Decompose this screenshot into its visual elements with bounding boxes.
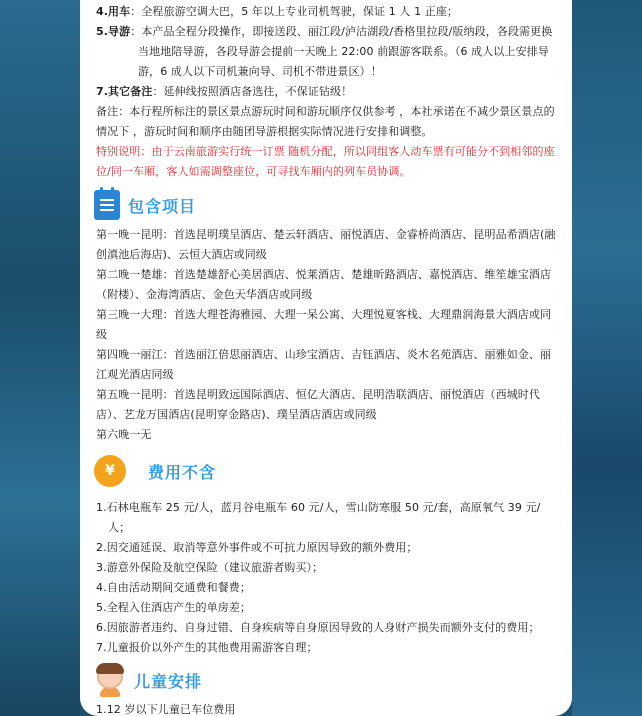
list-item: 1.石林电瓶车 25 元/人，蓝月谷电瓶车 60 元/人，雪山防寒服 50 元/套，高原氧气 39 元/人； [96, 501, 541, 534]
list-item: 1.12 岁以下儿童已车位费用 [96, 703, 236, 716]
included-list [96, 225, 558, 445]
item-vehicle [96, 2, 558, 22]
remark-paragraph: 备注：本行程所标注的景区景点游玩时间和游玩顺序仅供参考 ，本社承诺在不减少景区景点的情况下 ，游玩时间和顺序由随团导游根据实际情况进行安排和调整。 [96, 105, 555, 138]
item-vehicle-label: 4.用车 [96, 5, 131, 18]
children-section-header [94, 660, 558, 700]
itinerary-card [80, 0, 572, 716]
list-item: 2.因交通延误、取消等意外事件或不可抗力原因导致的额外费用； [96, 541, 418, 554]
excluded-section-title: 费用不含 [148, 462, 217, 482]
list-item: 5.全程入住酒店产生的单房差； [96, 601, 251, 614]
excluded-list [96, 498, 558, 658]
included-section-header [94, 185, 558, 225]
item-guide-label: 5.导游 [96, 25, 131, 38]
list-item: 第四晚一丽江：首选丽江倍思丽酒店、山珍宝酒店、吉钰酒店、炎木名苑酒店、丽雅如金、丽江观光酒店同级 [96, 348, 552, 381]
children-section-title: 儿童安排 [134, 671, 203, 691]
special-notice: 特别说明：由于云南旅游实行统一订票 随机分配，所以同组客人动车票有可能分不到相邻的座位/同一车厢，客人如需调整座位，可寻找车厢内的列车员协调。 [96, 145, 555, 178]
item-other-notes-label: 7.其它备注 [96, 85, 153, 98]
item-other-notes [96, 82, 558, 102]
list-item: 第三晚一大理：首选大理苍海雅园、大理一呆公寓、大理悦夏客栈、大理鼎润海景大酒店或同级 [96, 308, 552, 341]
currency-glyph: ¥ [105, 463, 115, 479]
list-item: 第二晚一楚雄：首选楚雄舒心美居酒店、悦莱酒店、楚雄昕路酒店、嘉悦酒店、维笙雄宝酒店（附楼）、金海湾酒店、金色天华酒店或同级 [96, 268, 552, 301]
list-item: 第六晚一无 [96, 428, 152, 441]
item-guide [96, 22, 558, 82]
list-item: 6.因旅游者违约、自身过错、自身疾病等自身原因导致的人身财产损失而额外支付的费用； [96, 621, 540, 634]
child-icon [94, 663, 126, 697]
list-item: 3.游意外保险及航空保险（建议旅游者购买）； [96, 561, 324, 574]
background-left-panel [0, 0, 80, 716]
document-icon [94, 190, 120, 220]
item-guide-text: ：本产品全程分段操作，即接送段、丽江段/泸沽湖段/香格里拉段/版纳段，各段需更换当地地陪导游，各段导游会提前一天晚上 22:00 前跟游客联系。（6 成人以上安排导游，6 成人以下司机兼向导、司机不带进景区）！ [130, 25, 553, 78]
list-item: 7.儿童报价以外产生的其他费用需游客自理； [96, 641, 318, 654]
list-item: 第一晚一昆明：首选昆明璞呈酒店、楚云轩酒店、丽悦酒店、金睿桥尚酒店、昆明品希酒店(融创滇池后海店)、云恒大酒店或同级 [96, 228, 556, 261]
item-other-notes-text: ：延伸线按照酒店备选往，不保证钻级！ [152, 85, 353, 98]
included-section-title: 包含项目 [128, 196, 197, 216]
background-right-panel [572, 0, 642, 716]
list-item: 第五晚一昆明：首选昆明致远国际酒店、恒亿大酒店、昆明浩联酒店、丽悦酒店（西城时代店）、艺龙万国酒店(昆明穿金路店)、璞呈酒店酒店或同级 [96, 388, 540, 421]
item-vehicle-text: ：全程旅游空调大巴，5 年以上专业司机驾驶，保证 1 人 1 正座； [130, 5, 459, 18]
money-bag-icon [94, 455, 126, 487]
excluded-section-header [94, 448, 558, 494]
list-item: 4.自由活动期间交通费和餐费； [96, 581, 251, 594]
